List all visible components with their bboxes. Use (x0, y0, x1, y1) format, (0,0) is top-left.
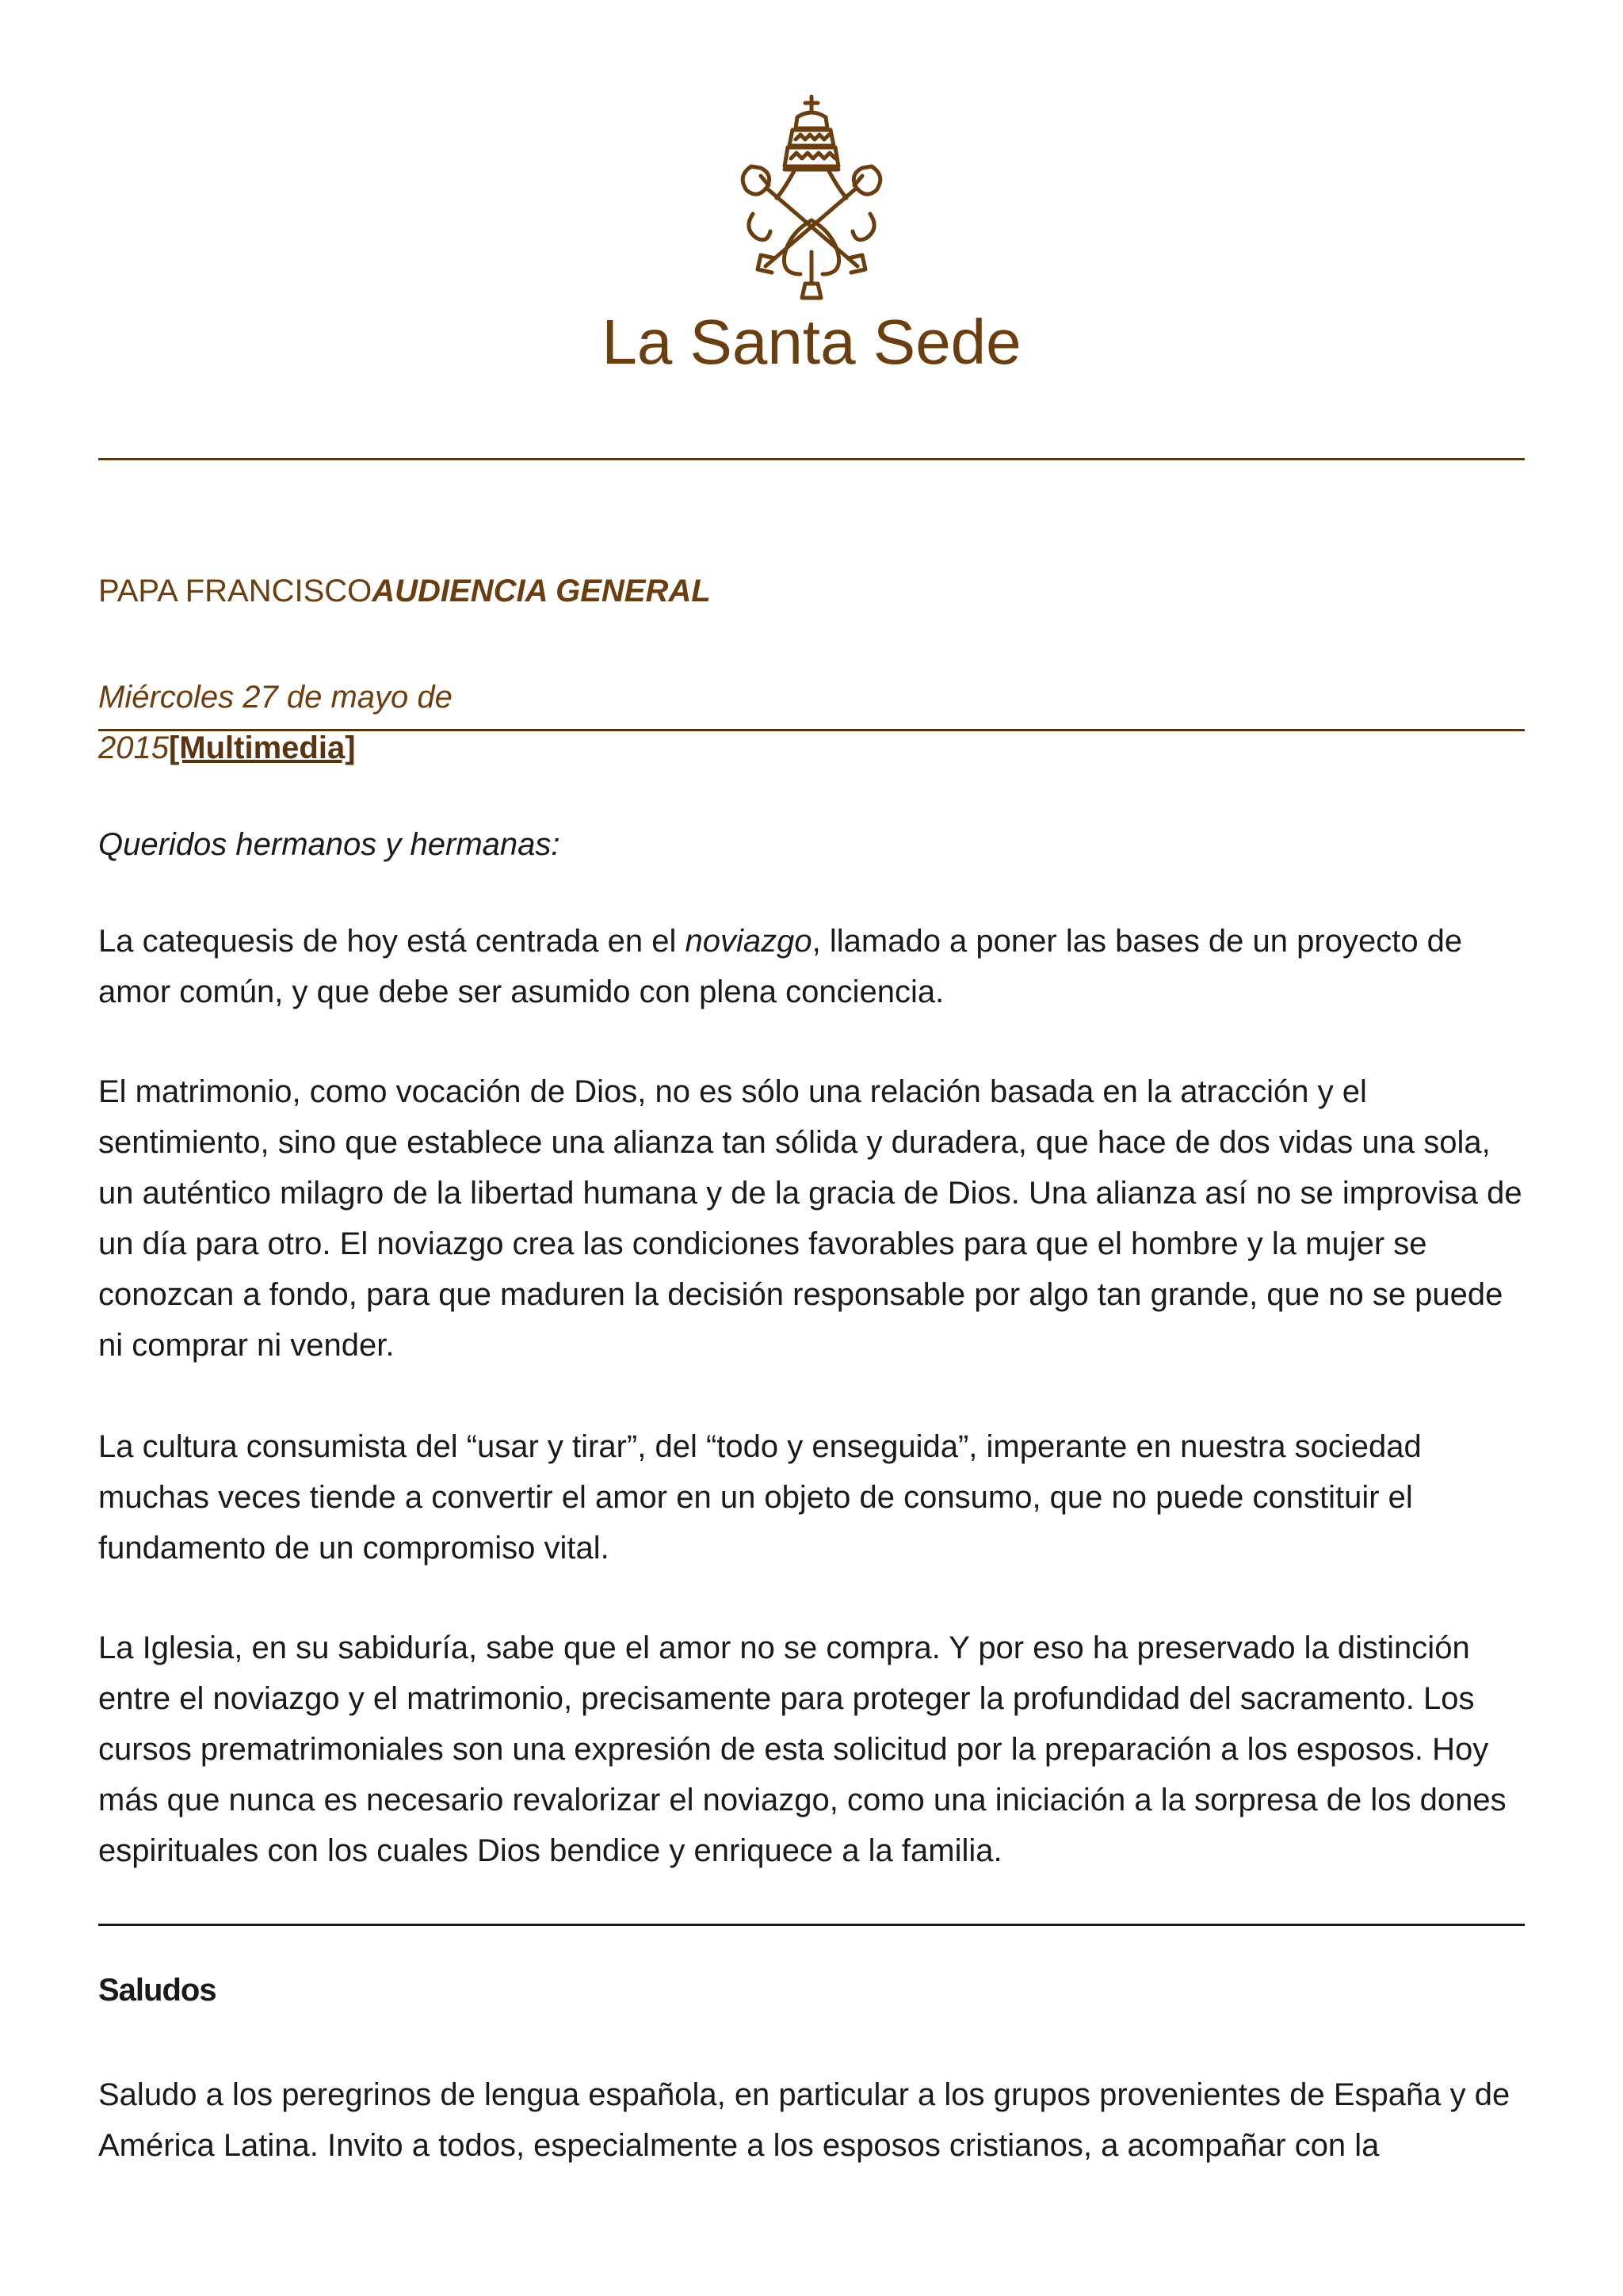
greeting: Queridos hermanos y hermanas: (98, 827, 560, 862)
paragraph-4: La Iglesia, en su sabiduría, sabe que el amor no se compra. Y por eso ha preservado la distinción entre el noviazgo y el matrimonio, precisamente para proteger la profundidad del sacramento. Los cursos prematrimoniales son una expresión de esta solicitud por la preparación a los esposos. Hoy más que nunca es necesario revalorizar el noviazgo, como una iniciación a la sorpresa de los dones espirituales con los cuales Dios bendice y enriquece a la familia. (98, 1630, 1507, 1868)
paragraph-2: El matrimonio, como vocación de Dios, no es sólo una relación basada en la atracción y el sentimiento, sino que establece una alianza tan sólida y duradera, que hace de dos vidas una sola, un auténtico milagro de la libertad humana y de la gracia de Dios. Una alianza así no se improvisa de un día para otro. El noviazgo crea las condiciones favorables para que el hombre y la mujer se conozcan a fondo, para que maduren la decisión responsable por algo tan grande, que no se puede ni comprar ni vender. (98, 1074, 1522, 1363)
date-line (98, 672, 542, 773)
paragraph-1-end: , llamado a poner las bases de un proyecto de amor común, y que debe ser asumido con plena conciencia. (98, 924, 1463, 1009)
event-date: Miércoles 27 de mayo de 2015 (98, 680, 453, 765)
paragraph-1-emphasis: noviazgo (685, 924, 812, 959)
paragraph-3: La cultura consumista del “usar y tirar”, del “todo y enseguida”, imperante en nuestra sociedad muchas veces tiende a convertir el amor en un objeto de consumo, que no puede constituir el fundamento de un compromiso vital. (98, 1429, 1422, 1566)
site-title: La Santa Sede (601, 307, 1022, 377)
section-divider (98, 1924, 1525, 1926)
multimedia-link[interactable]: [Multimedia] (168, 730, 356, 765)
header-divider (98, 458, 1525, 460)
saludos-heading: Saludos (98, 1973, 216, 2008)
date-divider (98, 729, 1525, 731)
saludos-paragraph: Saludo a los peregrinos de lengua española, en particular a los grupos provenientes de España y de América Latina. Invito a todos, especialmente a los esposos cristianos, a acompañar con la (98, 2077, 1510, 2163)
author-label: PAPA FRANCISCO (98, 574, 372, 608)
paragraph-1-start: La catequesis de hoy está centrada en el (98, 924, 685, 959)
event-title: AUDIENCIA GENERAL (372, 574, 711, 608)
papal-coat-of-arms-icon (729, 93, 894, 301)
document-header (98, 574, 711, 609)
paragraph-1 (98, 916, 1525, 1017)
